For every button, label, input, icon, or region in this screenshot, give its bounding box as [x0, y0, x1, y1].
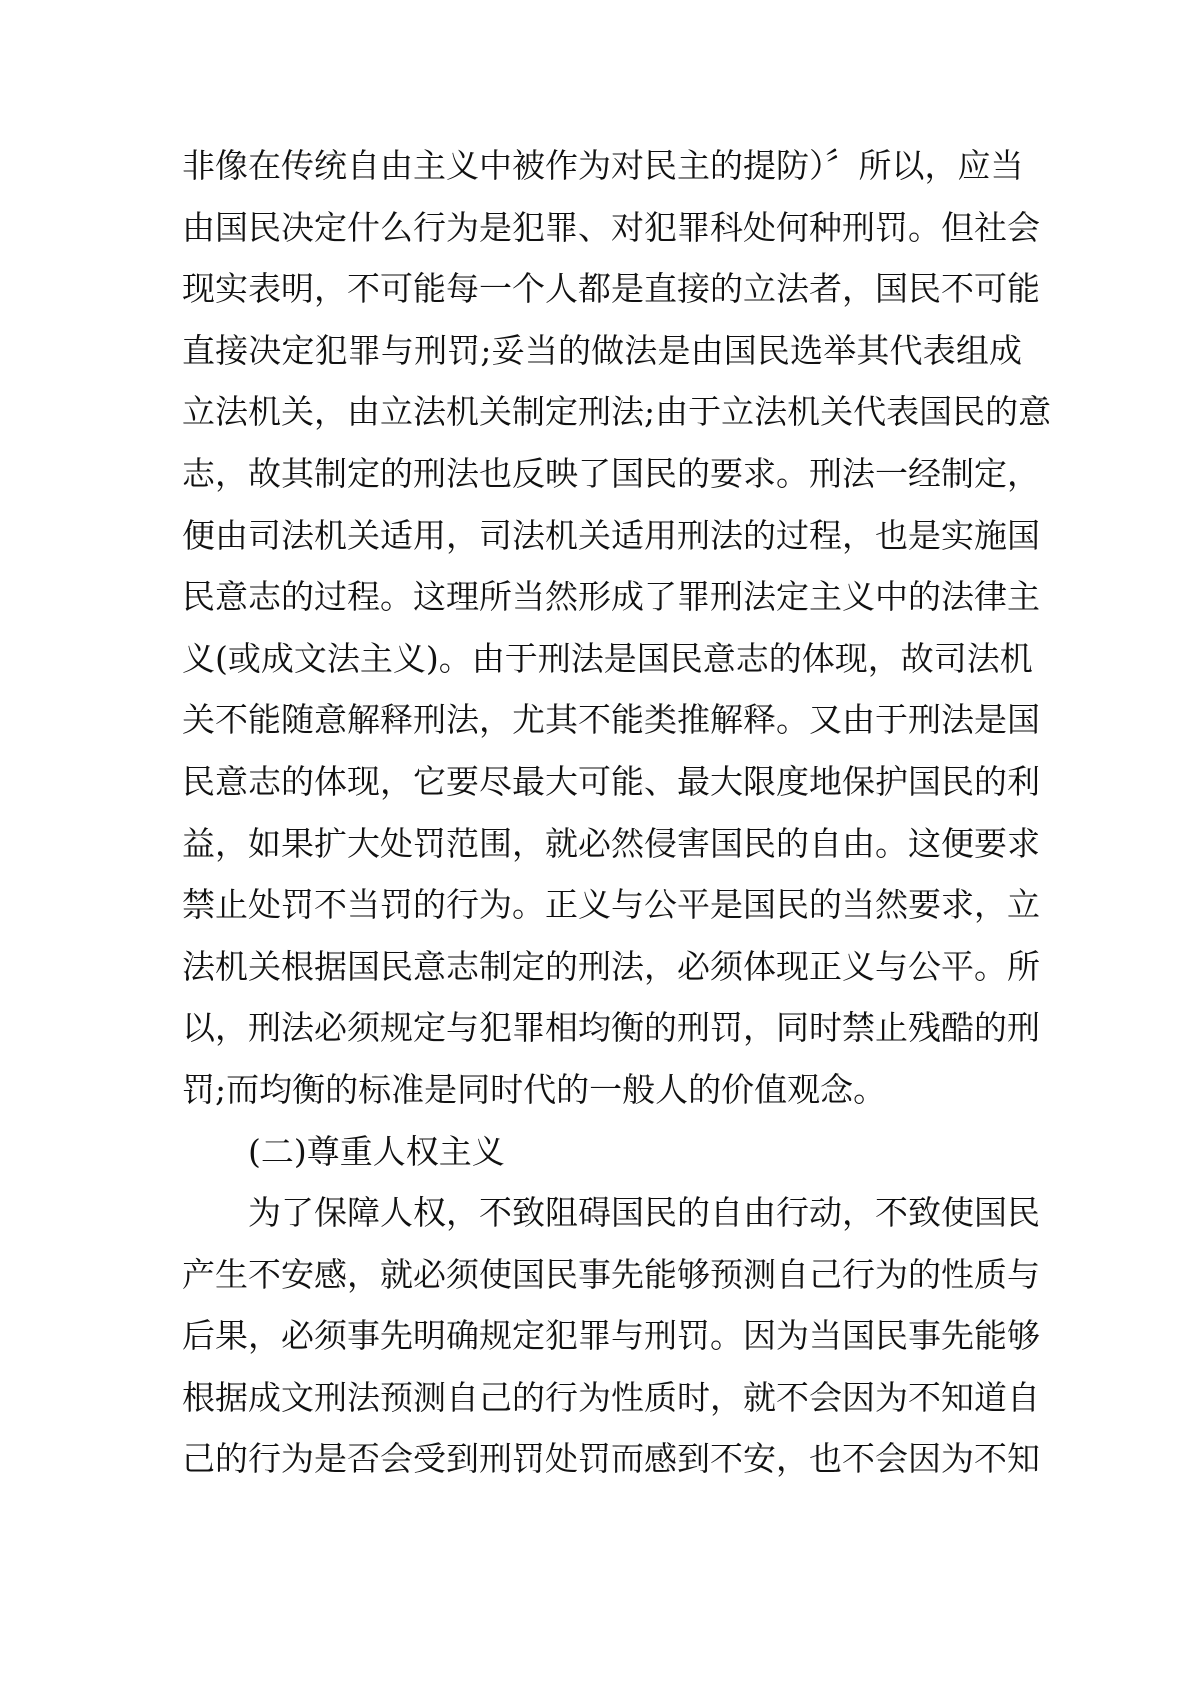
text-line: 根据成文刑法预测自己的行为性质时，就不会因为不知道自	[182, 1377, 1040, 1417]
text-line: 以，刑法必须规定与犯罪相均衡的刑罚，同时禁止残酷的刑	[182, 1008, 1040, 1048]
text-line: 为了保障人权，不致阻碍国民的自由行动，不致使国民	[248, 1193, 1040, 1233]
text-line: 便由司法机关适用，司法机关适用刑法的过程，也是实施国	[182, 515, 1040, 555]
text-line: 后果，必须事先明确规定犯罪与刑罚。因为当国民事先能够	[182, 1316, 1040, 1356]
text-line: 非像在传统自由主义中被作为对民主的提防）〞所以，应当	[182, 146, 1024, 185]
text-line: 产生不安感，就必须使国民事先能够预测自己行为的性质与	[182, 1254, 1040, 1294]
text-line: 直接决定犯罪与刑罚;妥当的做法是由国民选举其代表组成	[182, 330, 1022, 370]
text-line: 己的行为是否会受到刑罚处罚而感到不安，也不会因为不知	[182, 1439, 1040, 1479]
text-line: 禁止处罚不当罚的行为。正义与公平是国民的当然要求，立	[182, 885, 1040, 925]
text-line: 法机关根据国民意志制定的刑法，必须体现正义与公平。所	[182, 946, 1040, 986]
text-line: 立法机关，由立法机关制定刑法;由于立法机关代表国民的意	[182, 392, 1052, 432]
text-line: 义(或成文法主义)。由于刑法是国民意志的体现，故司法机	[182, 638, 1033, 678]
section-heading: (二)尊重人权主义	[248, 1131, 505, 1171]
text-line: 民意志的体现，它要尽最大可能、最大限度地保护国民的利	[182, 761, 1040, 801]
text-line: 罚;而均衡的标准是同时代的一般人的价值观念。	[182, 1069, 887, 1109]
text-line: 关不能随意解释刑法，尤其不能类推解释。又由于刑法是国	[182, 700, 1040, 740]
text-line: 益，如果扩大处罚范围，就必然侵害国民的自由。这便要求	[182, 823, 1040, 863]
text-line: 现实表明，不可能每一个人都是直接的立法者，国民不可能	[182, 269, 1040, 309]
body-text	[182, 135, 1052, 1490]
text-line: 由国民决定什么行为是犯罪、对犯罪科处何种刑罚。但社会	[182, 207, 1040, 247]
text-line: 民意志的过程。这理所当然形成了罪刑法定主义中的法律主	[182, 577, 1040, 617]
text-line: 志，故其制定的刑法也反映了国民的要求。刑法一经制定，	[182, 453, 1040, 493]
